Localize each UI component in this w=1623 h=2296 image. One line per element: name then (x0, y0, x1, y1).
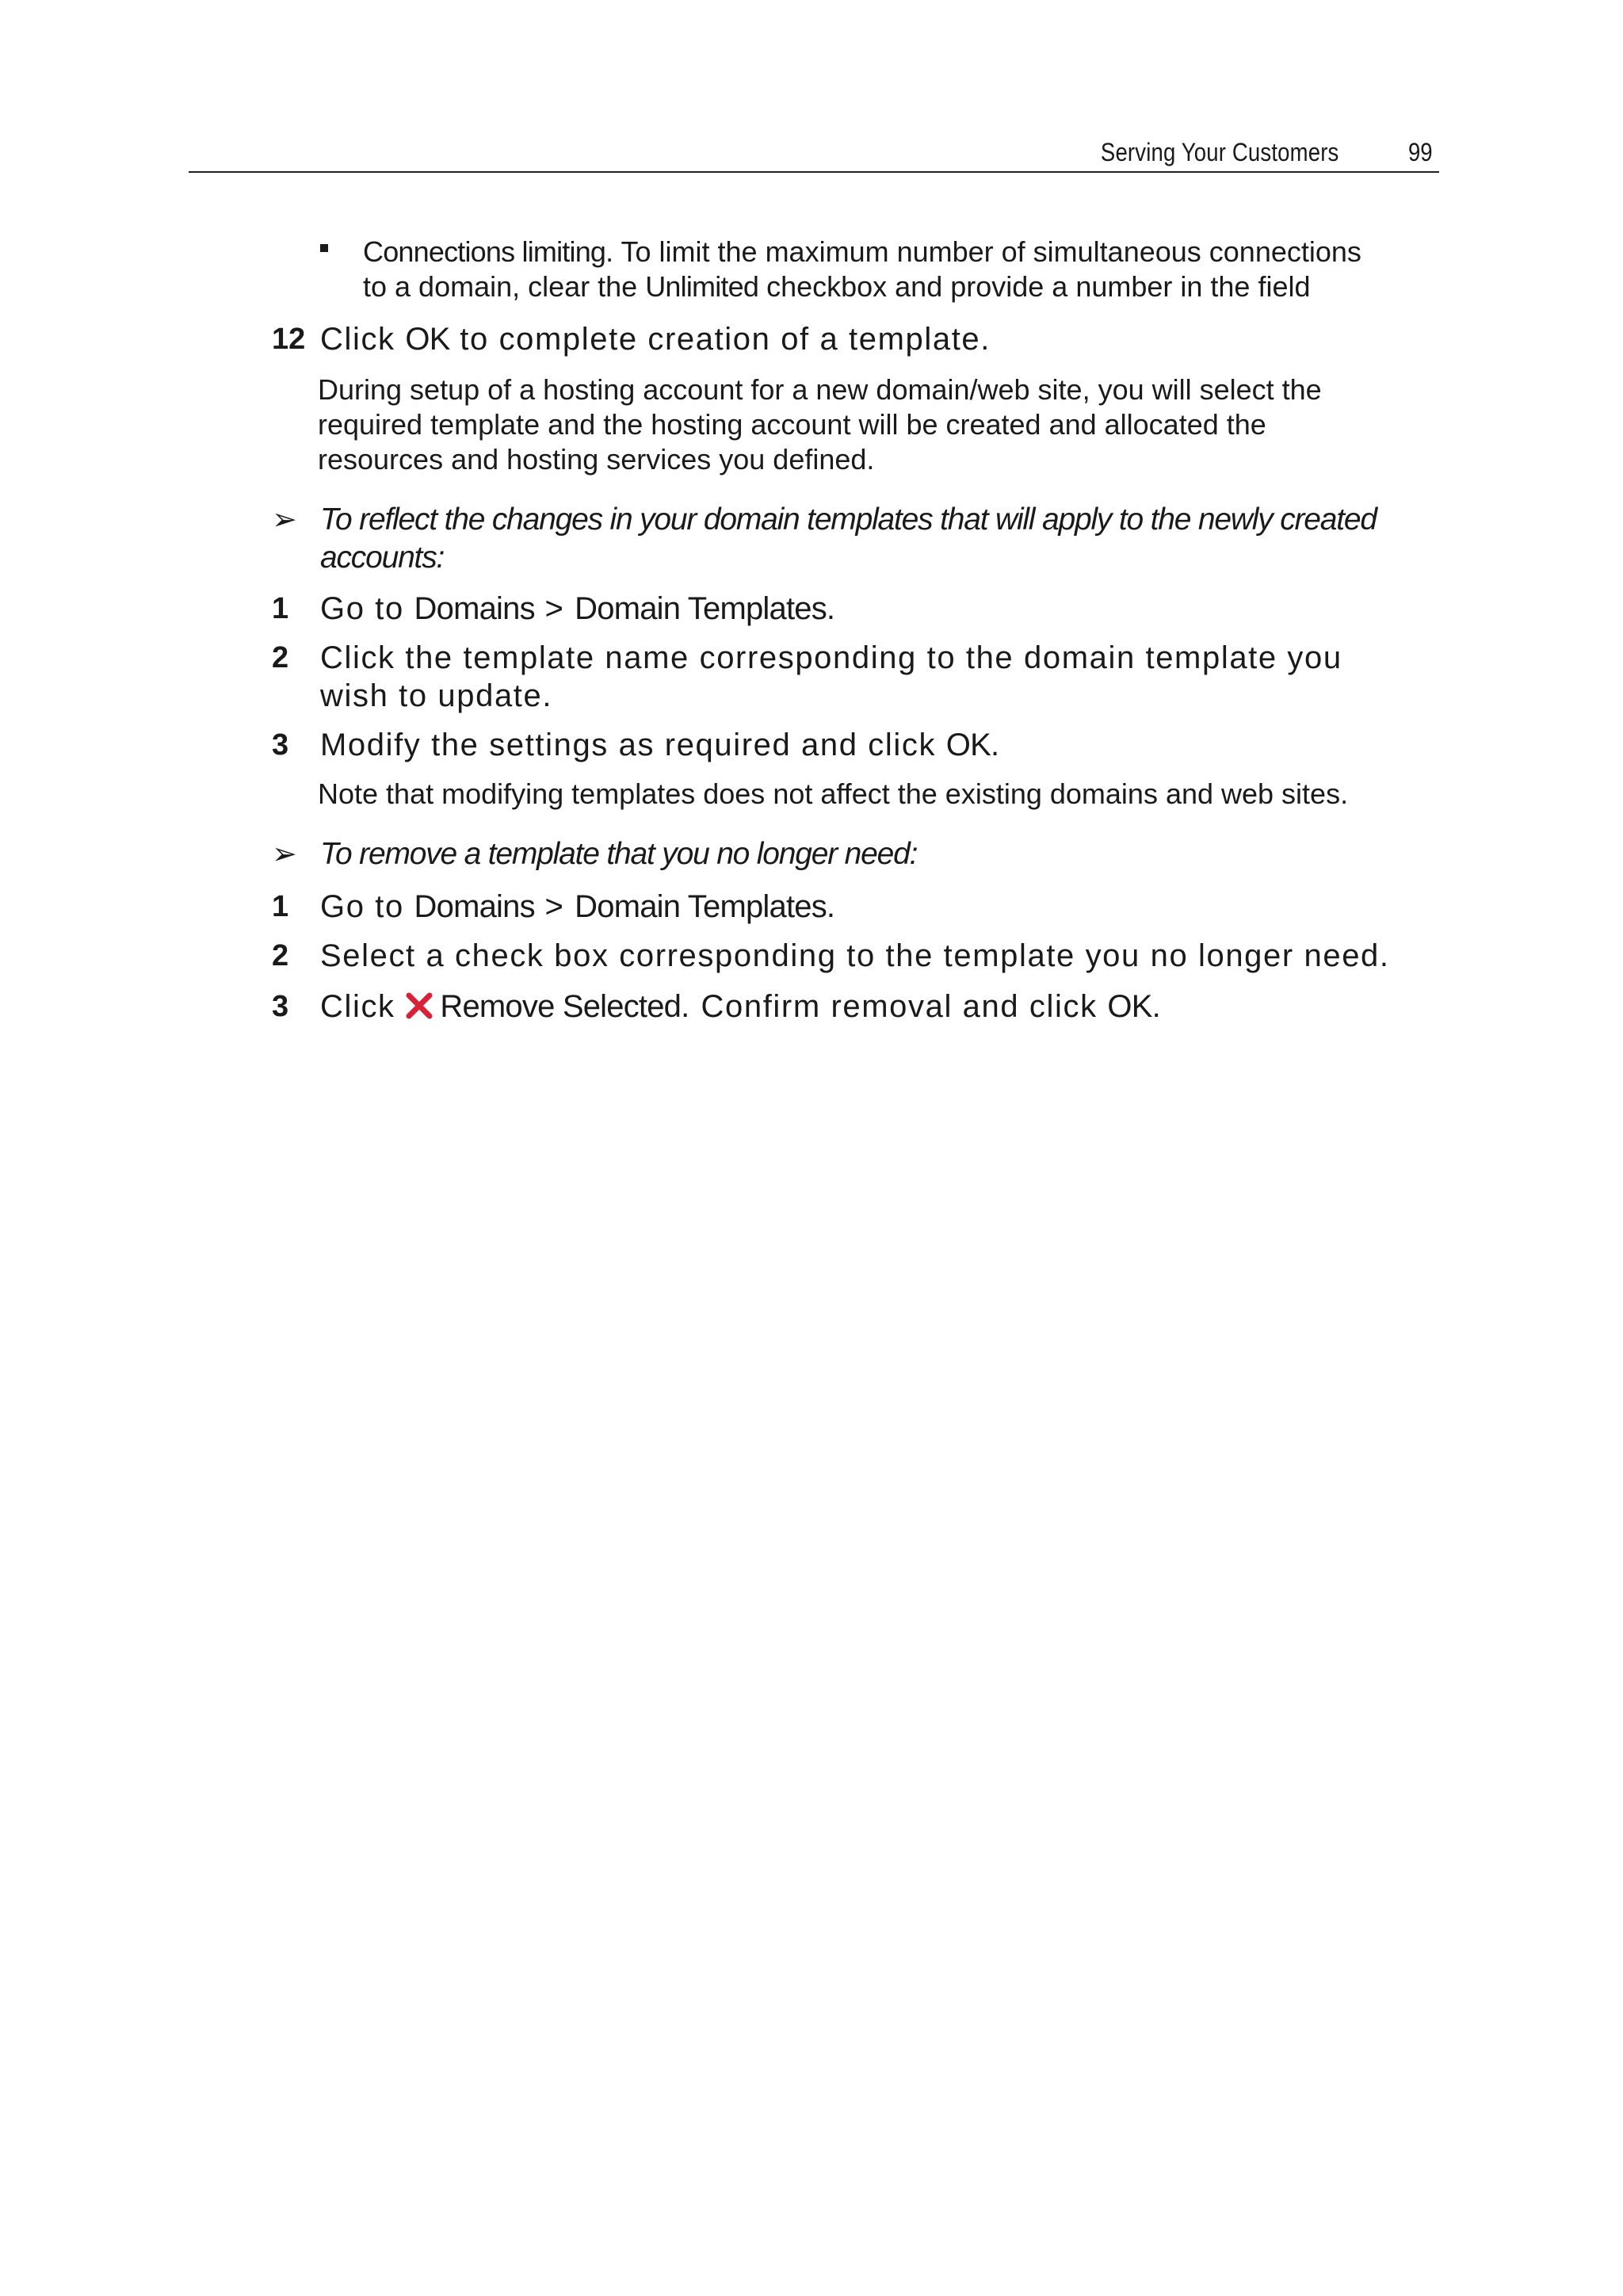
note-line: required template and the hosting account will be created and allocated the (318, 408, 1266, 441)
step-number: 12 (272, 323, 306, 356)
bullet-text: to a domain, clear the (363, 270, 646, 303)
ok-label: OK (945, 728, 991, 762)
breadcrumb-separator: > (534, 889, 575, 924)
procedure-title: To remove a template that you no longer need: (320, 837, 918, 871)
step-text (320, 590, 837, 628)
bullet-text: . To limit the maximum number of simultaneous connections (605, 235, 1361, 268)
step-text-part: . (826, 889, 837, 924)
domain-templates-label: Domain Templates (575, 591, 827, 626)
procedure-arrow-icon: ➢ (272, 838, 297, 871)
step-12-text (320, 320, 991, 358)
domains-menu-label: Domains (414, 889, 535, 924)
procedure-note: Note that modifying templates does not affect the existing domains and web sites. (318, 777, 1349, 810)
bullet-item (363, 235, 1472, 304)
ok-label: OK (405, 322, 450, 357)
step-number: 1 (272, 592, 289, 625)
step-text: to complete creation of a template. (449, 322, 991, 357)
page-number: 99 (1408, 138, 1433, 166)
section-title: Serving Your Customers (1100, 138, 1338, 166)
remove-selected-label: Remove Selected (440, 989, 682, 1024)
running-header (189, 133, 1439, 173)
procedure-title (320, 501, 1461, 577)
domain-templates-label: Domain Templates (575, 889, 827, 924)
procedure-title-line: accounts: (320, 541, 445, 575)
step-text-part: Go to (320, 591, 414, 626)
note-line: resources and hosting services you defined. (318, 443, 875, 476)
procedure-title-line: To reflect the changes in your domain templates that will apply to the newly created (320, 502, 1377, 537)
step-text (320, 639, 1342, 715)
procedure-arrow-icon: ➢ (272, 503, 297, 537)
step-text-part: Click (320, 989, 406, 1024)
step-12-note (318, 372, 1459, 477)
step-number: 2 (272, 641, 289, 674)
step-line: wish to update. (320, 678, 553, 713)
step-text: Select a check box corresponding to the template you no longer need. (320, 938, 1390, 973)
step-text-part: . (1151, 989, 1163, 1024)
unlimited-term: Unlimited (645, 270, 759, 303)
step-text-part: . (826, 591, 837, 626)
step-text: Click (320, 322, 406, 357)
step-text (320, 726, 1001, 764)
note-line: During setup of a hosting account for a new domain/web site, you will select the (318, 373, 1322, 406)
step-line: Click the template name corresponding to the domain template you (320, 640, 1342, 675)
step-text (320, 888, 837, 926)
ok-label: OK (1107, 989, 1152, 1024)
step-number: 3 (272, 728, 289, 762)
step-text-part: Modify the settings as required and click (320, 728, 946, 762)
step-number: 2 (272, 939, 289, 972)
bullet-line-1 (363, 235, 1472, 269)
breadcrumb-separator: > (534, 591, 575, 626)
step-number: 3 (272, 990, 289, 1023)
step-text-part: . Confirm removal and click (681, 989, 1108, 1024)
step-text-part: Go to (320, 889, 414, 924)
step-number: 1 (272, 890, 289, 923)
domains-menu-label: Domains (414, 591, 535, 626)
bullet-line-2 (363, 269, 1472, 304)
bullet-term: Connections limiting (363, 235, 606, 268)
remove-x-icon (405, 991, 433, 1019)
step-text (320, 988, 1162, 1026)
step-text-part: . (990, 728, 1001, 762)
bullet-text: checkbox and provide a number in the field (758, 270, 1311, 303)
bullet-square-icon (320, 244, 328, 252)
